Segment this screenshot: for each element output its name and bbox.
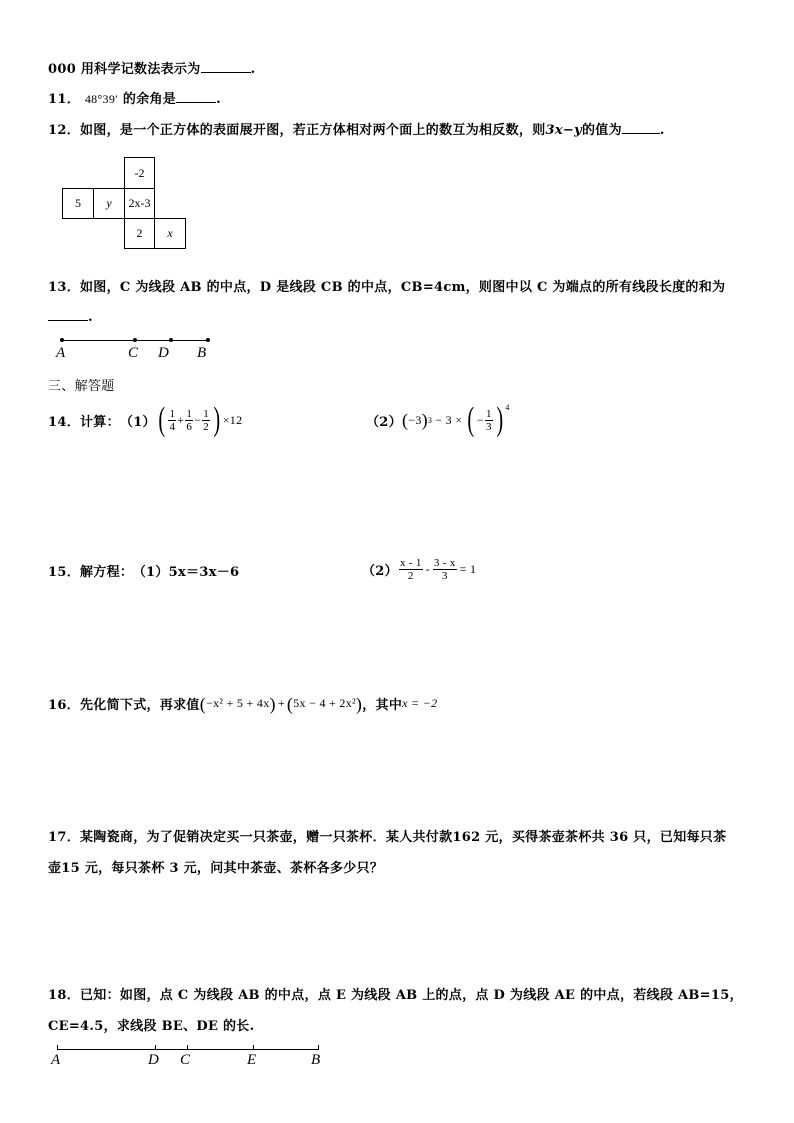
label-a: A: [56, 345, 66, 361]
point-a: [60, 338, 64, 342]
label-c: C: [180, 1052, 191, 1068]
question-14: 14． 计算： （1） ( $\frac{1}{4}$ + $\frac{1}{6}$ − $\frac{1}{2}$ ) ×12: [48, 401, 243, 438]
label-e: E: [247, 1052, 257, 1068]
question-17-line2: 壶15 元，每只茶杯 3 元，问其中茶壶、茶杯各多少只？: [48, 861, 384, 876]
answer-blank: [176, 90, 216, 103]
question-12: 12．如图，是一个正方体的表面展开图，若正方体相对两个面上的数互为相反数，则3x−y的值为 .: [48, 123, 665, 138]
answer-blank: [201, 60, 251, 73]
net-cell-left2: y: [93, 188, 125, 219]
net-cell-center: 2x-3: [124, 188, 155, 219]
label-b: B: [311, 1052, 321, 1068]
point-c: [133, 338, 137, 342]
point-d: [169, 338, 173, 342]
label-c: C: [128, 345, 139, 361]
net-cell-bottom-right: x: [154, 218, 186, 249]
section-title: 三、解答题: [48, 379, 115, 394]
question-11: 11． 48°39′ 的余角是 .: [48, 92, 221, 107]
question-17-line1: 17．某陶瓷商，为了促销决定买一只茶壶，赠一只茶杯．某人共付款162 元，买得茶壶茶杯共 36 只，已知每只茶: [48, 830, 727, 845]
tick-c: [187, 1045, 188, 1050]
net-cell-left1: 5: [62, 188, 94, 219]
net-cell-bottom: 2: [124, 218, 155, 249]
label-d: D: [148, 1052, 159, 1068]
question-15-2: （2） $\frac{x - 1}{2}$ - $\frac{3 - x}{3}$ = 1: [362, 556, 477, 582]
tick-e: [253, 1045, 254, 1050]
answer-blank: [622, 121, 660, 134]
answer-blank: [48, 308, 88, 321]
label-b: B: [197, 345, 207, 361]
question-15: 15．解方程： （1）5x＝3x－6: [48, 565, 240, 580]
question-14-2: （2） ( −3 ) 3 − 3 × ( − $\frac{1}{3}$ ) $^4$: [366, 401, 510, 438]
question-18-line1: 18．已知：如图，点 C 为线段 AB 的中点，点 E 为线段 AB 上的点，点 D 为线段 AE 的中点，若线段 AB=15，: [48, 988, 743, 1003]
expr-15-2: $\frac{x - 1}{2}$ - $\frac{3 - x}{3}$ = 1: [399, 556, 477, 582]
question-18-line2: CE=4.5，求线段 BE、DE 的长.: [48, 1019, 255, 1034]
label-a: A: [51, 1052, 61, 1068]
question-13-blank: .: [48, 308, 93, 325]
question-13: 13．如图，C 为线段 AB 的中点，D 是线段 CB 的中点，CB=4cm，则图中以 C 为端点的所有线段长度的和为: [48, 280, 726, 295]
net-cell-top: -2: [124, 157, 155, 189]
expr-14-2: ( −3 ) 3 − 3 × ( − $\frac{1}{3}$ ) $^4$: [401, 401, 510, 438]
point-b: [206, 338, 210, 342]
question-16: 16． 先化简下式，再求值 ( −x² + 5 + 4x ) + ( 5x − 4 + 2x² ) ，其中 x = −2: [48, 693, 438, 714]
expr-16: ( −x² + 5 + 4x ) + ( 5x − 4 + 2x² ): [199, 693, 363, 714]
expr-14-1: ( $\frac{1}{4}$ + $\frac{1}{6}$ − $\frac{1}{2}$ ) ×12: [158, 401, 243, 438]
line-top: 000 用科学记数法表示为 .: [48, 62, 256, 77]
tick-b: [318, 1045, 319, 1050]
label-d: D: [158, 345, 169, 361]
tick-a: [57, 1045, 58, 1050]
segment-line: [57, 1049, 319, 1050]
tick-d: [155, 1045, 156, 1050]
